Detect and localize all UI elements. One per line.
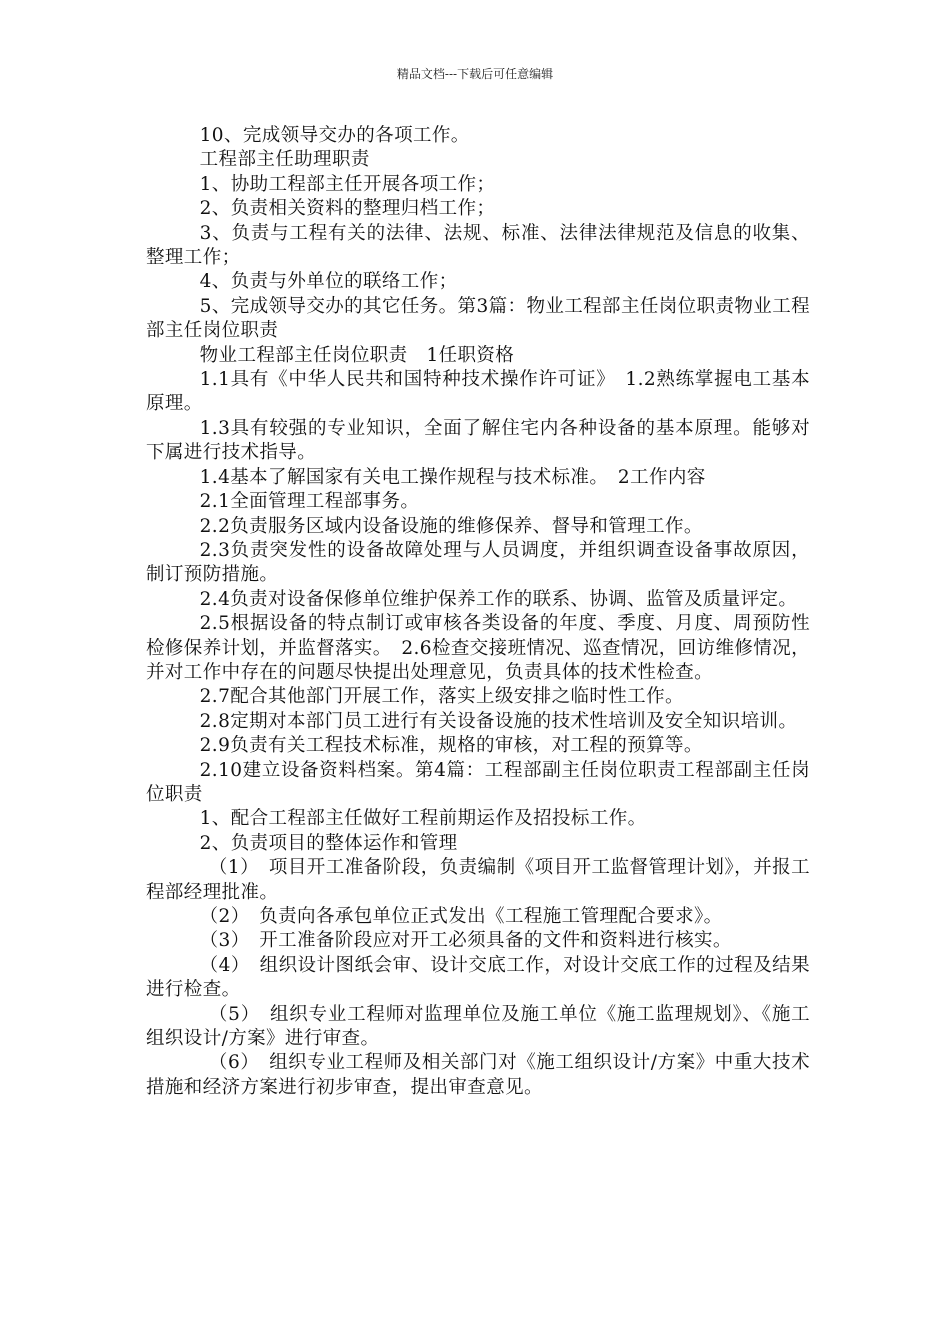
paragraph: 4、负责与外单位的联络工作；: [199, 271, 458, 293]
sub-item: （6） 组织专业工程师及相关部门对《施工组织设计/方案》中重大技术措施和经济方案进行初步审查，提出审查意见。: [146, 1052, 810, 1098]
paragraph: 1.4基本了解国家有关电工操作规程与技术标准。 2工作内容: [199, 466, 706, 488]
paragraph: 2.8定期对本部门员工进行有关设备设施的技术性培训及安全知识培训。: [199, 710, 798, 732]
paragraph: 2、负责相关资料的整理归档工作；: [199, 198, 496, 220]
sub-item: （4） 组织设计图纸会审、设计交底工作，对设计交底工作的过程及结果进行检查。: [146, 954, 810, 1001]
paragraph: 2.10建立设备资料档案。第4篇：工程部副主任岗位职责工程部副主任岗位职责: [146, 759, 810, 805]
paragraph: 2.3负责突发性的设备故障处理与人员调度，并组织调查设备事故原因，制订预防措施。: [146, 539, 810, 586]
paragraph: 2.1全面管理工程部事务。: [199, 491, 420, 513]
paragraph: 10、完成领导交办的各项工作。: [199, 125, 470, 146]
page-header: 精品文档---下载后可任意编辑: [396, 67, 554, 81]
sub-item: （5） 组织专业工程师对监理单位及施工单位《施工监理规划》、《施工组织设计/方案》进行审查。: [146, 1003, 810, 1050]
paragraph: 2.7配合其他部门开展工作，落实上级安排之临时性工作。: [199, 686, 684, 708]
paragraph: 1、协助工程部主任开展各项工作；: [199, 173, 496, 195]
paragraph: 2.9负责有关工程技术标准，规格的审核，对工程的预算等。: [199, 735, 703, 757]
paragraph: 5、完成领导交办的其它任务。第3篇：物业工程部主任岗位职责物业工程部主任岗位职责: [146, 295, 810, 342]
paragraph: 3、负责与工程有关的法律、法规、标准、法律法律规范及信息的收集、整理工作；: [146, 222, 810, 269]
paragraph: 1、配合工程部主任做好工程前期运作及招投标工作。: [199, 808, 647, 830]
sub-item: （2） 负责向各承包单位正式发出《工程施工管理配合要求》。: [199, 906, 723, 927]
paragraph: 1.3具有较强的专业知识，全面了解住宅内各种设备的基本原理。能够对下属进行技术指导。: [146, 417, 810, 464]
paragraph: 2、负责项目的整体运作和管理: [199, 832, 458, 854]
paragraph: 1.1具有《中华人民共和国特种技术操作许可证》 1.2熟练掌握电工基本原理。: [146, 369, 810, 415]
section-heading: 物业工程部主任岗位职责 1任职资格: [199, 344, 515, 366]
sub-item: （1） 项目开工准备阶段，负责编制《项目开工监督管理计划》，并报工程部经理批准。: [146, 857, 810, 903]
document-body: [146, 124, 810, 1100]
paragraph: 2.4负责对设备保修单位维护保养工作的联系、协调、监管及质量评定。: [199, 588, 798, 610]
section-heading: 工程部主任助理职责: [199, 149, 370, 171]
paragraph: 2.2负责服务区域内设备设施的维修保养、督导和管理工作。: [199, 515, 703, 537]
paragraph: 2.5根据设备的特点制订或审核各类设备的年度、季度、月度、周预防性检修保养计划，并监督落实。 2.6检查交接班情况、巡查情况，回访维修情况，并对工作中存在的问题尽快提出处理意见，负责具体的技术性检查。: [146, 613, 810, 683]
sub-item: （3） 开工准备阶段应对开工必须具备的文件和资料进行核实。: [199, 930, 732, 952]
